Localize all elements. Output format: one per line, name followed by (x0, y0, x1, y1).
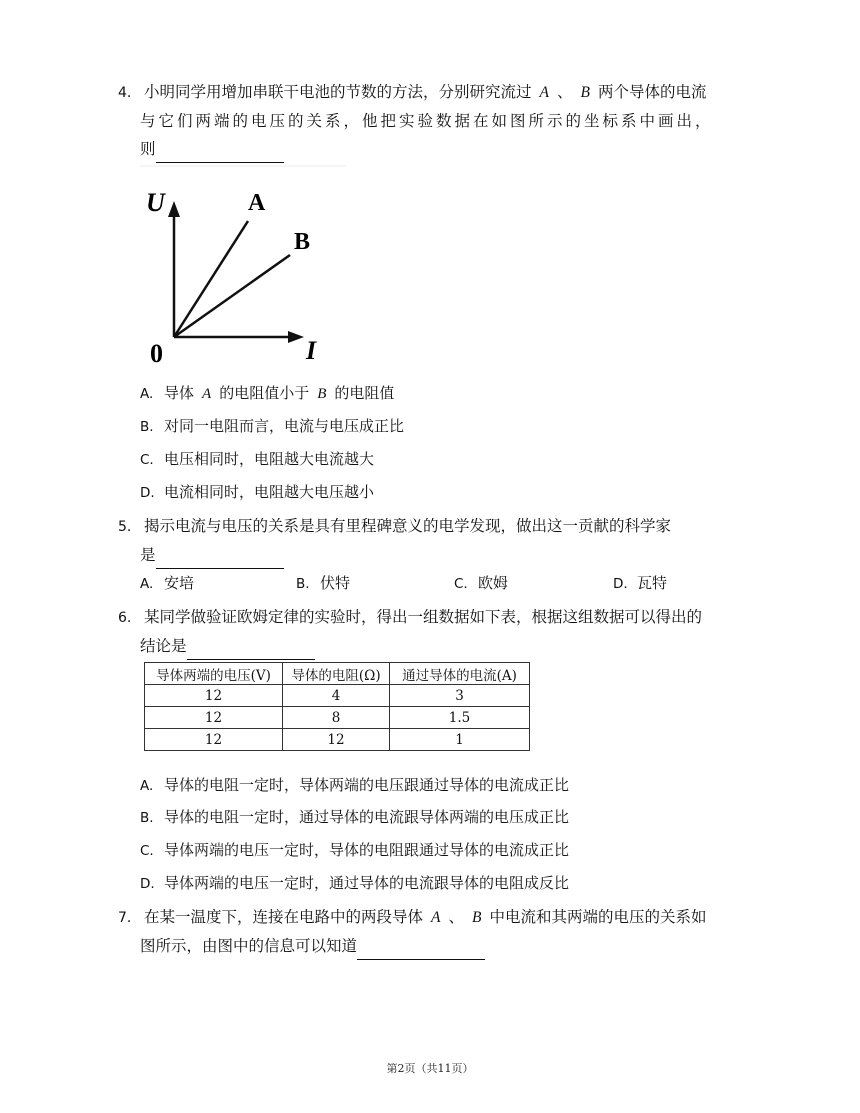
option-letter: D. (140, 876, 155, 892)
question-text-end: 两个导体的电流 (597, 83, 707, 101)
table-cell: 1 (390, 729, 530, 751)
option-letter: D. (613, 576, 628, 592)
table-header-row (145, 663, 530, 685)
answer-blank[interactable] (187, 641, 315, 660)
line-b-label: B (294, 229, 311, 255)
table-cell: 12 (145, 729, 283, 751)
table-header: 通过导体的电流(A) (390, 663, 530, 685)
option-text: 导体两端的电压一定时，通过导体的电流跟导体的电阻成反比 (164, 874, 570, 892)
q4-option-a[interactable] (140, 382, 394, 405)
option-text-end: 的电阻值 (334, 384, 395, 402)
table-cell: 12 (283, 729, 390, 751)
line-a (174, 221, 248, 337)
option-text: 伏特 (320, 574, 351, 592)
variable-a: A (202, 386, 212, 402)
option-letter: C. (140, 843, 154, 859)
table-cell: 12 (145, 707, 283, 729)
q5-option-b[interactable] (296, 572, 350, 595)
table-row (145, 685, 530, 707)
option-letter: B. (140, 810, 154, 826)
question-text-line2: 是 (140, 546, 156, 564)
option-letter: A. (140, 778, 154, 794)
q6-option-b[interactable] (140, 806, 569, 829)
option-text: 导体的电阻一定时，通过导体的电流跟导体两端的电压成正比 (164, 808, 570, 826)
option-text: 导体 (164, 384, 195, 402)
variable-a: A (431, 909, 441, 926)
table-cell: 8 (283, 707, 390, 729)
question-text: 揭示电流与电压的关系是具有里程碑意义的电学发现，做出这一贡献的科学家 (144, 517, 672, 535)
option-text: 瓦特 (637, 574, 668, 592)
axis-y-label: U (146, 188, 165, 217)
question-text: 某同学做验证欧姆定律的实验时，得出一组数据如下表，根据这组数据可以得出的 (144, 608, 703, 626)
line-b (174, 255, 290, 337)
option-text: 电压相同时，电阻越大电流越大 (164, 450, 375, 468)
option-text-mid: 的电阻值小于 (219, 384, 310, 402)
question-number: 7. (118, 910, 132, 926)
option-letter: A. (140, 386, 154, 402)
table-cell: 1.5 (390, 707, 530, 729)
u-i-graph (134, 165, 348, 375)
separator: 、 (448, 908, 464, 926)
q4-option-b[interactable] (140, 415, 404, 438)
question-text-line3: 则 (140, 140, 156, 158)
table-row (145, 707, 530, 729)
q5-option-c[interactable] (454, 572, 508, 595)
question-number: 4. (118, 85, 132, 101)
option-text: 安培 (164, 574, 195, 592)
question-6 (118, 603, 763, 660)
question-4 (118, 78, 763, 163)
variable-b: B (472, 909, 482, 926)
table-row (145, 729, 530, 751)
table-cell: 3 (390, 685, 530, 707)
option-letter: B. (140, 419, 154, 435)
option-text: 对同一电阻而言，电流与电压成正比 (164, 417, 405, 435)
table-header: 导体的电阻(Ω) (283, 663, 390, 685)
y-axis-arrow-icon (168, 201, 180, 217)
separator: 、 (556, 83, 573, 101)
question-number: 5. (118, 519, 132, 535)
option-letter: C. (454, 576, 468, 592)
question-text-line2: 图所示，由图中的信息可以知道 (140, 937, 358, 955)
option-text: 欧姆 (478, 574, 509, 592)
x-axis-arrow-icon (288, 331, 304, 343)
question-text-end: 中电流和其两端的电压的关系如 (489, 908, 707, 926)
q4-option-c[interactable] (140, 448, 374, 471)
q4-option-d[interactable] (140, 481, 374, 504)
option-text: 导体两端的电压一定时，导体的电阻跟通过导体的电流成正比 (164, 841, 570, 859)
option-letter: D. (140, 485, 155, 501)
option-letter: C. (140, 452, 154, 468)
q5-option-d[interactable] (613, 572, 667, 595)
table-cell: 12 (145, 685, 283, 707)
variable-a: A (539, 84, 549, 101)
line-a-label: A (248, 190, 266, 216)
answer-blank[interactable] (156, 550, 284, 569)
question-text: 小明同学用增加串联干电池的节数的方法，分别研究流过 (144, 83, 532, 101)
answer-blank[interactable] (156, 144, 284, 163)
variable-b: B (580, 84, 590, 101)
page-footer: 第2页（共11页） (386, 1062, 474, 1075)
table-header: 导体两端的电压(V) (145, 663, 283, 685)
origin-label: 0 (150, 339, 163, 368)
option-letter: A. (140, 576, 154, 592)
axis-x-label: I (306, 336, 317, 365)
q6-option-c[interactable] (140, 839, 569, 862)
option-text: 电流相同时，电阻越大电压越小 (164, 483, 375, 501)
q6-option-a[interactable] (140, 774, 569, 797)
q6-option-d[interactable] (140, 872, 569, 895)
question-5 (118, 512, 763, 569)
option-text: 导体的电阻一定时，导体两端的电压跟通过导体的电流成正比 (164, 776, 570, 794)
question-text-line2: 结论是 (140, 637, 187, 655)
question-text: 在某一温度下，连接在电路中的两段导体 (144, 908, 424, 926)
question-text-line2: 与它们两端的电压的关系，他把实验数据在如图所示的坐标系中画出， (140, 112, 714, 130)
option-letter: B. (296, 576, 310, 592)
question-number: 6. (118, 610, 132, 626)
variable-b: B (317, 386, 327, 402)
data-table (144, 662, 530, 751)
question-7 (118, 903, 763, 960)
table-cell: 4 (283, 685, 390, 707)
q5-option-a[interactable] (140, 572, 194, 595)
answer-blank[interactable] (357, 941, 485, 960)
